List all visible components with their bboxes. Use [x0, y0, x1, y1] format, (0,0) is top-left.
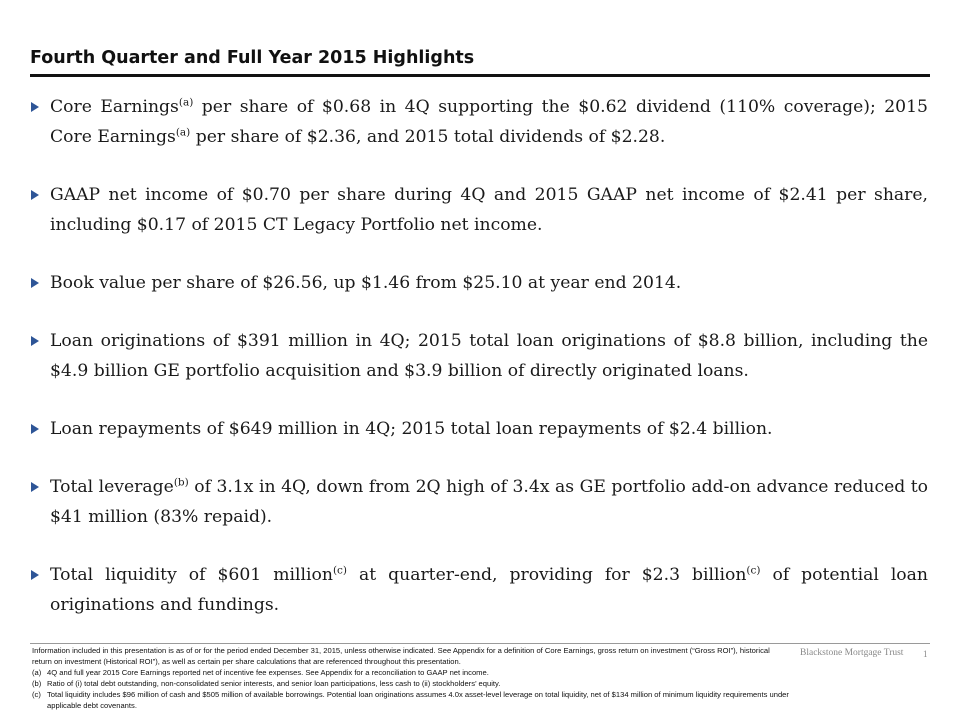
highlights-list [30, 92, 928, 620]
highlight-text: Loan originations of $391 million in 4Q; 2015 total loan originations of $8.8 billion, including the $4.9 billion GE portfolio acquisition and $3.9 billion of directly originated loans. [50, 331, 928, 381]
bullet-arrow-icon [31, 482, 39, 492]
bullet-arrow-icon [31, 336, 39, 346]
footnote-list [32, 668, 790, 712]
footnote-label: (a) [32, 667, 42, 677]
footnote-reference: (b) [173, 476, 189, 489]
bullet-arrow-icon [31, 570, 39, 580]
footnote-reference: (c) [332, 564, 348, 577]
footnote-item [32, 679, 790, 690]
highlight-item [30, 472, 928, 532]
highlight-text: GAAP net income of $0.70 per share during 4Q and 2015 GAAP net income of $2.41 per share, including $0.17 of 2015 CT Legacy Portfolio net income. [50, 185, 928, 235]
footnote-reference: (c) [746, 564, 761, 577]
highlight-text: of 3.1x in 4Q, down from 2Q high of 3.4x as GE portfolio add-on advance reduced to $41 million (83% repaid). [50, 477, 929, 527]
highlight-text: per share of $2.36, and 2015 total dividends of $2.28. [190, 127, 666, 147]
highlight-item [30, 414, 928, 444]
page-number: 1 [923, 649, 928, 659]
footnote-item [32, 690, 790, 712]
footnote-label: (b) [32, 678, 42, 688]
title-divider [30, 74, 930, 77]
highlight-text: Total leverage [50, 477, 174, 497]
bullet-arrow-icon [31, 190, 39, 200]
footnote-reference: (a) [178, 96, 194, 109]
footnote-intro: Information included in this presentation is as of or for the period ended December 31, 2015, unless otherwise indicated. See Appendix for a definition of Core Earnings, gross return on investment (“Gross ROI”), historical return on investment (Historical ROI”), as well as certain per share calculations that are referenced throughout this presentation. [32, 646, 770, 666]
page-title: Fourth Quarter and Full Year 2015 Highlights [30, 48, 475, 68]
footnote-text: Total liquidity includes $96 million of cash and $505 million of available borrowings. Potential loan originations assumes 4.0x asset-level leverage on total liquidity, net of $134 million of minimum liquidity requirements under applicable debt covenants. [47, 689, 789, 710]
highlight-item [30, 180, 928, 240]
highlight-text: per share of $0.68 in 4Q supporting the $0.62 dividend (110% coverage); 2015 Core Earnings [50, 97, 928, 147]
footer-divider [30, 643, 930, 644]
footnote-label: (c) [32, 689, 41, 699]
highlight-text: Core Earnings [50, 97, 179, 117]
highlight-text: Book value per share of $26.56, up $1.46 from $25.10 at year end 2014. [50, 273, 682, 293]
highlight-item [30, 560, 928, 620]
bullet-arrow-icon [31, 102, 39, 112]
bullet-arrow-icon [31, 424, 39, 434]
highlight-item [30, 326, 928, 386]
footnote-text: Ratio of (i) total debt outstanding, non-consolidated senior interests, and senior loan participations, less cash to (ii) stockholders’ equity. [47, 678, 501, 688]
highlight-text: at quarter-end, providing for $2.3 billion [347, 565, 747, 585]
highlight-item [30, 268, 928, 298]
bullet-arrow-icon [31, 278, 39, 288]
highlight-item [30, 92, 928, 152]
footnote-text: 4Q and full year 2015 Core Earnings reported net of incentive fee expenses. See Appendix for a reconciliation to GAAP net income. [47, 667, 489, 677]
footnote-reference: (a) [175, 126, 191, 139]
highlight-text: of potential loan originations and fundings. [50, 565, 928, 615]
footnotes [32, 646, 790, 711]
footnote-item [32, 668, 790, 679]
brand-name: Blackstone Mortgage Trust [800, 648, 904, 658]
highlight-text: Total liquidity of $601 million [50, 565, 333, 585]
highlight-text: Loan repayments of $649 million in 4Q; 2015 total loan repayments of $2.4 billion. [50, 419, 773, 439]
